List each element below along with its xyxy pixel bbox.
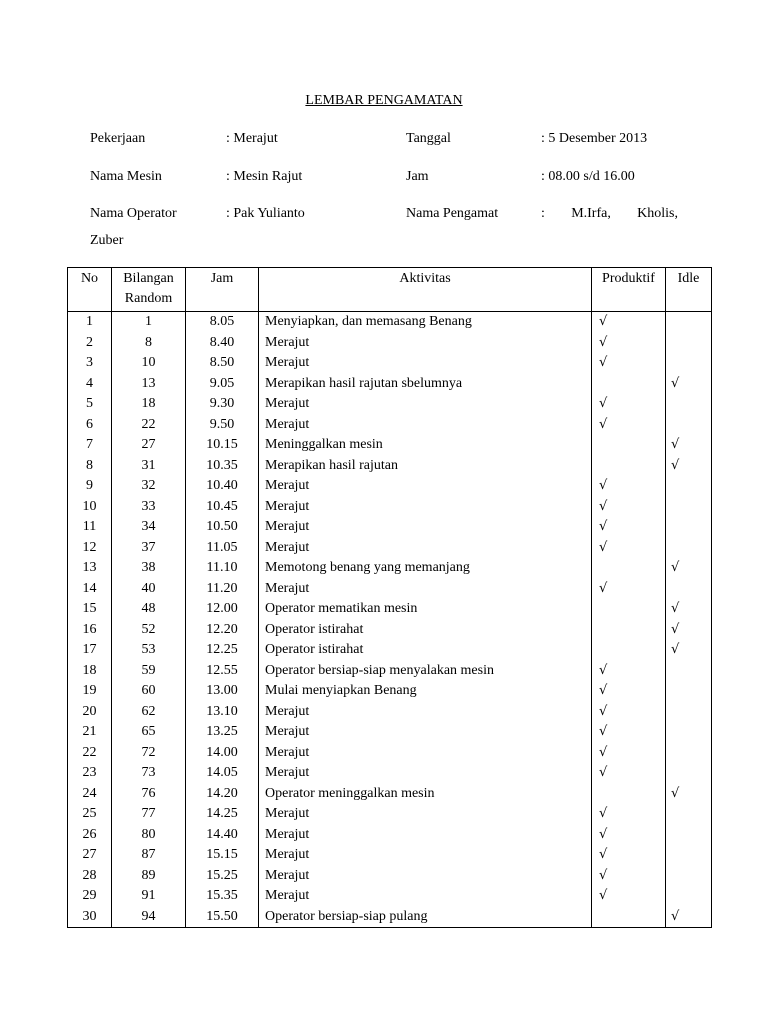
cell-idle-check [666,312,712,333]
table-row [68,476,712,497]
table-row [68,415,712,436]
cell-idle-check: √ [666,640,712,661]
cell-idle-check [666,661,712,682]
cell-idle-check [666,825,712,846]
cell-no: 11 [68,517,112,538]
cell-aktivitas: Operator bersiap-siap menyalakan mesin [259,661,592,682]
cell-random: 37 [112,538,186,559]
cell-aktivitas: Merajut [259,702,592,723]
table-row [68,907,712,928]
cell-no: 19 [68,681,112,702]
table-row [68,538,712,559]
cell-produktif-check [592,558,666,579]
cell-produktif-check: √ [592,661,666,682]
cell-aktivitas: Merajut [259,394,592,415]
cell-aktivitas: Merajut [259,743,592,764]
header-jam: Jam [186,268,259,312]
cell-no: 27 [68,845,112,866]
cell-no: 3 [68,353,112,374]
table-header-row [68,268,712,312]
cell-no: 7 [68,435,112,456]
cell-aktivitas: Operator mematikan mesin [259,599,592,620]
table-row [68,866,712,887]
cell-random: 1 [112,312,186,333]
cell-aktivitas: Merajut [259,804,592,825]
cell-idle-check: √ [666,435,712,456]
cell-no: 28 [68,866,112,887]
cell-idle-check: √ [666,558,712,579]
cell-random: 62 [112,702,186,723]
cell-aktivitas: Mulai menyiapkan Benang [259,681,592,702]
cell-no: 1 [68,312,112,333]
cell-jam: 10.40 [186,476,259,497]
cell-jam: 13.25 [186,722,259,743]
cell-aktivitas: Operator istirahat [259,620,592,641]
table-row [68,456,712,477]
cell-aktivitas: Operator istirahat [259,640,592,661]
cell-random: 38 [112,558,186,579]
cell-idle-check [666,538,712,559]
cell-aktivitas: Merajut [259,353,592,374]
cell-jam: 14.20 [186,784,259,805]
cell-produktif-check: √ [592,394,666,415]
cell-no: 17 [68,640,112,661]
cell-random: 52 [112,620,186,641]
cell-produktif-check: √ [592,763,666,784]
cell-produktif-check [592,435,666,456]
pengamat-name-2: Kholis, [637,206,678,221]
cell-produktif-check: √ [592,497,666,518]
cell-idle-check [666,866,712,887]
cell-idle-check: √ [666,456,712,477]
jam-value: : 08.00 s/d 16.00 [541,169,635,184]
cell-random: 34 [112,517,186,538]
cell-aktivitas: Merajut [259,579,592,600]
cell-random: 27 [112,435,186,456]
cell-idle-check [666,886,712,907]
header-aktivitas: Aktivitas [259,268,592,312]
cell-no: 12 [68,538,112,559]
cell-random: 10 [112,353,186,374]
cell-random: 18 [112,394,186,415]
cell-produktif-check: √ [592,722,666,743]
cell-jam: 11.05 [186,538,259,559]
cell-produktif-check [592,374,666,395]
cell-produktif-check: √ [592,579,666,600]
cell-aktivitas: Merajut [259,763,592,784]
cell-aktivitas: Merajut [259,476,592,497]
cell-no: 26 [68,825,112,846]
table-row [68,640,712,661]
cell-no: 4 [68,374,112,395]
cell-aktivitas: Memotong benang yang memanjang [259,558,592,579]
pengamat-name-1: M.Irfa, [571,206,611,221]
cell-no: 22 [68,743,112,764]
table-row [68,599,712,620]
table-row [68,763,712,784]
cell-produktif-check: √ [592,538,666,559]
operator-value: : Pak Yulianto [226,206,305,221]
cell-jam: 8.50 [186,353,259,374]
cell-jam: 15.50 [186,907,259,928]
cell-aktivitas: Operator meninggalkan mesin [259,784,592,805]
cell-no: 24 [68,784,112,805]
cell-idle-check [666,845,712,866]
cell-no: 25 [68,804,112,825]
cell-idle-check [666,353,712,374]
cell-random: 13 [112,374,186,395]
cell-no: 13 [68,558,112,579]
table-row [68,804,712,825]
cell-produktif-check: √ [592,702,666,723]
cell-random: 77 [112,804,186,825]
cell-jam: 12.00 [186,599,259,620]
header-idle: Idle [666,268,712,312]
cell-random: 65 [112,722,186,743]
cell-jam: 10.35 [186,456,259,477]
observation-table [67,267,712,928]
cell-aktivitas: Meninggalkan mesin [259,435,592,456]
page-title: LEMBAR PENGAMATAN [305,93,463,108]
table-row [68,558,712,579]
cell-idle-check [666,579,712,600]
cell-produktif-check: √ [592,866,666,887]
cell-idle-check [666,681,712,702]
cell-jam: 12.55 [186,661,259,682]
cell-produktif-check: √ [592,353,666,374]
cell-jam: 13.10 [186,702,259,723]
cell-no: 9 [68,476,112,497]
cell-jam: 8.40 [186,333,259,354]
table-row [68,620,712,641]
cell-random: 33 [112,497,186,518]
cell-jam: 14.00 [186,743,259,764]
tanggal-value: : 5 Desember 2013 [541,131,648,146]
cell-aktivitas: Merajut [259,866,592,887]
cell-no: 21 [68,722,112,743]
cell-jam: 9.50 [186,415,259,436]
cell-idle-check [666,517,712,538]
cell-random: 91 [112,886,186,907]
cell-random: 32 [112,476,186,497]
cell-produktif-check [592,640,666,661]
mesin-label: Nama Mesin [90,169,162,184]
cell-jam: 14.05 [186,763,259,784]
cell-random: 48 [112,599,186,620]
cell-produktif-check: √ [592,476,666,497]
cell-random: 31 [112,456,186,477]
table-row [68,661,712,682]
cell-jam: 14.40 [186,825,259,846]
cell-no: 15 [68,599,112,620]
cell-no: 18 [68,661,112,682]
cell-jam: 10.15 [186,435,259,456]
table-row [68,353,712,374]
cell-random: 76 [112,784,186,805]
cell-produktif-check [592,599,666,620]
table-row [68,784,712,805]
cell-aktivitas: Merapikan hasil rajutan [259,456,592,477]
tanggal-label: Tanggal [406,131,451,146]
table-row [68,722,712,743]
cell-jam: 11.10 [186,558,259,579]
cell-jam: 8.05 [186,312,259,333]
pengamat-label: Nama Pengamat [406,206,499,221]
cell-produktif-check [592,907,666,928]
cell-aktivitas: Menyiapkan, dan memasang Benang [259,312,592,333]
cell-aktivitas: Merajut [259,497,592,518]
cell-idle-check [666,415,712,436]
cell-jam: 11.20 [186,579,259,600]
cell-jam: 12.25 [186,640,259,661]
cell-aktivitas: Merajut [259,538,592,559]
cell-idle-check [666,702,712,723]
cell-idle-check [666,722,712,743]
cell-idle-check [666,394,712,415]
header-no: No [68,268,112,312]
cell-aktivitas: Merajut [259,825,592,846]
table-row [68,886,712,907]
cell-idle-check [666,763,712,784]
cell-idle-check [666,476,712,497]
cell-produktif-check: √ [592,681,666,702]
cell-aktivitas: Merajut [259,517,592,538]
table-row [68,743,712,764]
cell-jam: 10.45 [186,497,259,518]
table-row [68,825,712,846]
table-row [68,579,712,600]
cell-idle-check: √ [666,784,712,805]
header-bilangan-random: Bilangan Random [112,268,186,312]
table-body [68,312,712,928]
cell-aktivitas: Merajut [259,333,592,354]
operator-label: Nama Operator [90,206,177,221]
cell-random: 22 [112,415,186,436]
cell-jam: 10.50 [186,517,259,538]
cell-no: 20 [68,702,112,723]
cell-aktivitas: Merajut [259,415,592,436]
cell-jam: 12.20 [186,620,259,641]
cell-produktif-check: √ [592,312,666,333]
cell-no: 10 [68,497,112,518]
cell-idle-check [666,497,712,518]
cell-produktif-check: √ [592,886,666,907]
cell-idle-check: √ [666,599,712,620]
pekerjaan-label: Pekerjaan [90,131,146,146]
cell-random: 40 [112,579,186,600]
cell-no: 2 [68,333,112,354]
cell-random: 72 [112,743,186,764]
cell-produktif-check [592,456,666,477]
mesin-value: : Mesin Rajut [226,169,303,184]
cell-aktivitas: Merajut [259,886,592,907]
cell-no: 16 [68,620,112,641]
cell-produktif-check: √ [592,845,666,866]
cell-random: 8 [112,333,186,354]
pengamat-name-3: Zuber [90,233,124,248]
table-row [68,681,712,702]
cell-random: 59 [112,661,186,682]
table-row [68,312,712,333]
cell-idle-check [666,333,712,354]
cell-no: 8 [68,456,112,477]
cell-no: 29 [68,886,112,907]
cell-random: 53 [112,640,186,661]
table-row [68,394,712,415]
cell-produktif-check: √ [592,415,666,436]
cell-aktivitas: Operator bersiap-siap pulang [259,907,592,928]
table-row [68,517,712,538]
cell-jam: 9.30 [186,394,259,415]
cell-idle-check [666,743,712,764]
cell-no: 6 [68,415,112,436]
cell-jam: 9.05 [186,374,259,395]
cell-produktif-check: √ [592,517,666,538]
cell-jam: 13.00 [186,681,259,702]
table-row [68,845,712,866]
cell-aktivitas: Merajut [259,722,592,743]
table-row [68,702,712,723]
pengamat-colon: : [541,206,545,221]
cell-produktif-check: √ [592,743,666,764]
pekerjaan-value: : Merajut [226,131,278,146]
cell-idle-check: √ [666,374,712,395]
cell-produktif-check [592,784,666,805]
cell-jam: 15.15 [186,845,259,866]
cell-jam: 14.25 [186,804,259,825]
cell-no: 23 [68,763,112,784]
cell-no: 30 [68,907,112,928]
cell-random: 60 [112,681,186,702]
cell-aktivitas: Merapikan hasil rajutan sbelumnya [259,374,592,395]
cell-random: 87 [112,845,186,866]
cell-random: 94 [112,907,186,928]
table-row [68,333,712,354]
cell-produktif-check [592,620,666,641]
cell-no: 5 [68,394,112,415]
cell-no: 14 [68,579,112,600]
cell-produktif-check: √ [592,333,666,354]
cell-produktif-check: √ [592,804,666,825]
cell-idle-check [666,804,712,825]
cell-random: 73 [112,763,186,784]
cell-random: 89 [112,866,186,887]
table-row [68,497,712,518]
cell-idle-check: √ [666,620,712,641]
cell-aktivitas: Merajut [259,845,592,866]
cell-produktif-check: √ [592,825,666,846]
cell-jam: 15.35 [186,886,259,907]
cell-jam: 15.25 [186,866,259,887]
header-produktif: Produktif [592,268,666,312]
cell-idle-check: √ [666,907,712,928]
table-row [68,374,712,395]
cell-random: 80 [112,825,186,846]
table-row [68,435,712,456]
jam-label: Jam [406,169,429,184]
pengamat-value [541,206,678,222]
